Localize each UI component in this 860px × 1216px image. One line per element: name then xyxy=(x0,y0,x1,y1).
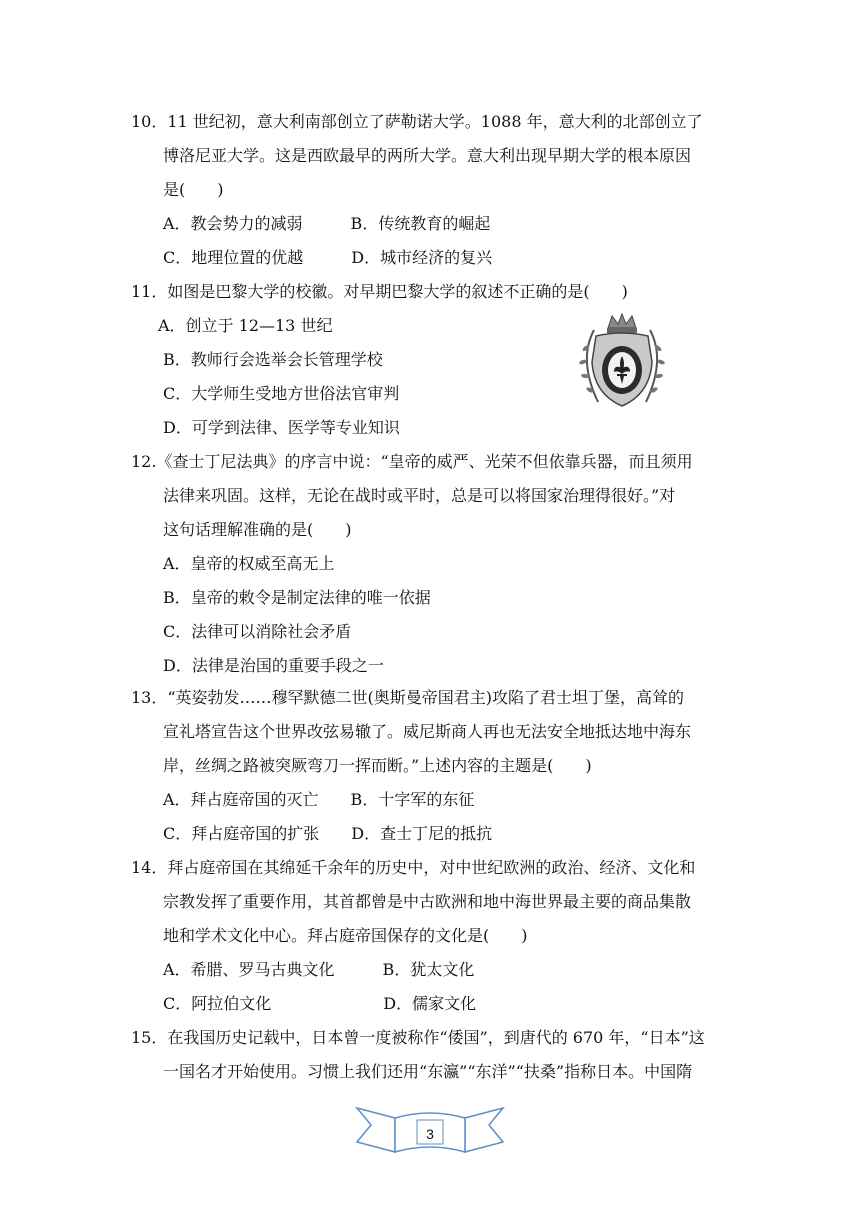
q11-option-b: B．教师行会选举会长管理学校 xyxy=(163,350,383,369)
q12-option-d: D．法律是治国的重要手段之一 xyxy=(163,656,384,675)
q13-line-1: 13．“英姿勃发……穆罕默德二世(奥斯曼帝国君主)攻陷了君士坦丁堡，高耸的 xyxy=(131,688,685,707)
q12-option-a: A．皇帝的权威至高无上 xyxy=(163,554,335,573)
q14-line-2: 宗教发挥了重要作用，其首都曾是中古欧洲和地中海世界最主要的商品集散 xyxy=(163,892,692,911)
q14-options-cd: C．阿拉伯文化 D．儒家文化 xyxy=(163,994,477,1013)
q14-line-1: 14．拜占庭帝国在其绵延千余年的历史中，对中世纪欧洲的政治、经济、文化和 xyxy=(131,858,696,877)
q14-options-ab: A．希腊、罗马古典文化 B．犹太文化 xyxy=(163,960,475,979)
q10-line-2: 博洛尼亚大学。这是西欧最早的两所大学。意大利出现早期大学的根本原因 xyxy=(163,146,692,165)
q13-line-3: 岸，丝绸之路被突厥弯刀一挥而断。”上述内容的主题是( ) xyxy=(163,756,592,775)
q10-line-1: 10．11 世纪初，意大利南部创立了萨勒诺大学。1088 年，意大利的北部创立了 xyxy=(131,112,703,131)
q11-option-d: D．可学到法律、医学等专业知识 xyxy=(163,418,400,437)
q13-line-2: 宣礼塔宣告这个世界改弦易辙了。威尼斯商人再也无法安全地抵达地中海东 xyxy=(163,722,692,741)
q12-option-c: C．法律可以消除社会矛盾 xyxy=(163,622,352,641)
q13-options-ab: A．拜占庭帝国的灭亡 B．十字军的东征 xyxy=(163,790,475,809)
q11-option-a: A．创立于 12—13 世纪 xyxy=(158,316,333,335)
page-number: 3 xyxy=(426,1126,434,1142)
paris-university-emblem-image xyxy=(574,310,670,412)
q10-line-3: 是( ) xyxy=(163,180,224,199)
q12-line-3: 这句话理解准确的是( ) xyxy=(163,520,352,539)
q12-option-b: B．皇帝的敕令是制定法律的唯一依据 xyxy=(163,588,431,607)
q12-line-2: 法律来巩固。这样，无论在战时或平时，总是可以将国家治理得很好。”对 xyxy=(163,486,676,505)
q11-option-c: C．大学师生受地方世俗法官审判 xyxy=(163,384,400,403)
q11-line-1: 11．如图是巴黎大学的校徽。对早期巴黎大学的叙述不正确的是( ) xyxy=(131,282,628,301)
q12-line-1: 12.《查士丁尼法典》的序言中说：“皇帝的威严、光荣不但依靠兵器，而且须用 xyxy=(131,452,693,471)
q13-options-cd: C．拜占庭帝国的扩张 D．查士丁尼的抵抗 xyxy=(163,824,493,843)
q10-options-ab: A．教会势力的减弱 B．传统教育的崛起 xyxy=(163,214,491,233)
q15-line-1: 15．在我国历史记载中，日本曾一度被称作“倭国”，到唐代的 670 年，“日本”这 xyxy=(131,1028,705,1047)
q15-line-2: 一国名才开始使用。习惯上我们还用“东瀛”“东洋”“扶桑”指称日本。中国隋 xyxy=(163,1062,693,1081)
q14-line-3: 地和学术文化中心。拜占庭帝国保存的文化是( ) xyxy=(163,926,528,945)
q10-options-cd: C．地理位置的优越 D．城市经济的复兴 xyxy=(163,248,493,267)
